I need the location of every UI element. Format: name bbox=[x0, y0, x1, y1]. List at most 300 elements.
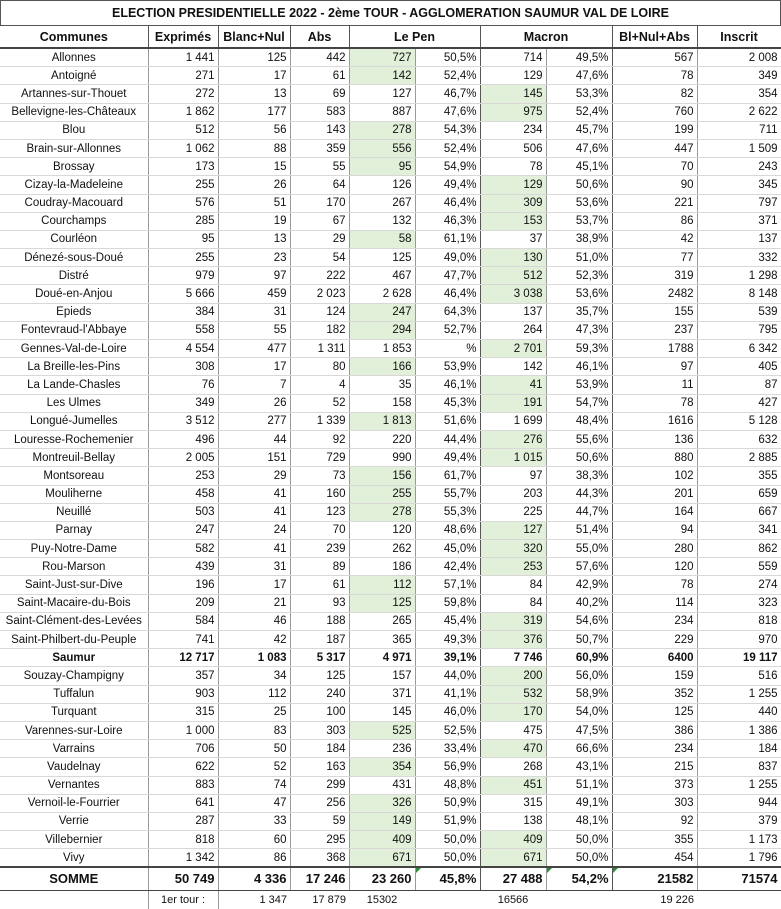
abs-cell: 73 bbox=[290, 467, 349, 485]
le-pen-votes-cell: 556 bbox=[349, 139, 415, 157]
le-pen-pct-cell: 54,3% bbox=[415, 121, 480, 139]
header-communes: Communes bbox=[0, 26, 148, 49]
table-row bbox=[0, 212, 781, 230]
le-pen-votes-cell: 142 bbox=[349, 67, 415, 85]
exprimes-cell: 503 bbox=[148, 503, 218, 521]
macron-pct-cell: 54,6% bbox=[546, 612, 612, 630]
commune-name: Tuffalun bbox=[0, 685, 148, 703]
commune-name: Artannes-sur-Thouet bbox=[0, 85, 148, 103]
blanc-nul-cell: 21 bbox=[218, 594, 290, 612]
le-pen-votes-cell: 127 bbox=[349, 85, 415, 103]
macron-votes-cell: 127 bbox=[480, 521, 546, 539]
blanc-nul-cell: 7 bbox=[218, 376, 290, 394]
commune-name: Brossay bbox=[0, 158, 148, 176]
inscrit-cell: 440 bbox=[697, 703, 781, 721]
commune-name: Montsoreau bbox=[0, 467, 148, 485]
commune-name: Courchamps bbox=[0, 212, 148, 230]
blanc-nul-cell: 151 bbox=[218, 449, 290, 467]
inscrit-cell: 274 bbox=[697, 576, 781, 594]
macron-votes-cell: 225 bbox=[480, 503, 546, 521]
inscrit-cell: 5 128 bbox=[697, 412, 781, 430]
abs-cell: 124 bbox=[290, 303, 349, 321]
blanc-nul-cell: 86 bbox=[218, 849, 290, 868]
le-pen-votes-cell: 58 bbox=[349, 230, 415, 248]
le-pen-pct-cell: % bbox=[415, 340, 480, 358]
commune-name: Allonnes bbox=[0, 48, 148, 67]
le-pen-pct-cell: 53,9% bbox=[415, 358, 480, 376]
le-pen-pct-cell: 45,0% bbox=[415, 540, 480, 558]
first-round-macron: 16566 bbox=[497, 894, 529, 907]
abs-cell: 295 bbox=[290, 831, 349, 849]
blanc-nul-cell: 26 bbox=[218, 394, 290, 412]
macron-pct-cell: 45,7% bbox=[546, 121, 612, 139]
total-exprimes: 50 749 bbox=[148, 867, 218, 891]
macron-votes-cell: 129 bbox=[480, 67, 546, 85]
table-row bbox=[0, 721, 781, 739]
header-abs: Abs bbox=[290, 26, 349, 49]
header-bl-nul-abs: Bl+Nul+Abs bbox=[612, 26, 697, 49]
exprimes-cell: 979 bbox=[148, 267, 218, 285]
le-pen-votes-cell: 365 bbox=[349, 631, 415, 649]
macron-votes-cell: 234 bbox=[480, 121, 546, 139]
commune-name: Saint-Philbert-du-Peuple bbox=[0, 631, 148, 649]
macron-votes-cell: 475 bbox=[480, 721, 546, 739]
abs-cell: 59 bbox=[290, 812, 349, 830]
le-pen-votes-cell: 125 bbox=[349, 594, 415, 612]
le-pen-votes-cell: 409 bbox=[349, 831, 415, 849]
table-row bbox=[0, 794, 781, 812]
table-row bbox=[0, 176, 781, 194]
bl-nul-abs-cell: 280 bbox=[612, 540, 697, 558]
le-pen-pct-cell: 48,6% bbox=[415, 521, 480, 539]
blanc-nul-cell: 60 bbox=[218, 831, 290, 849]
first-round-tail-blank bbox=[697, 891, 781, 909]
le-pen-pct-cell: 49,4% bbox=[415, 449, 480, 467]
macron-pct-cell: 53,6% bbox=[546, 194, 612, 212]
abs-cell: 52 bbox=[290, 394, 349, 412]
macron-votes-cell: 41 bbox=[480, 376, 546, 394]
le-pen-votes-cell: 265 bbox=[349, 612, 415, 630]
commune-name: Antoigné bbox=[0, 67, 148, 85]
exprimes-cell: 1 862 bbox=[148, 103, 218, 121]
macron-votes-cell: 276 bbox=[480, 430, 546, 448]
le-pen-votes-cell: 255 bbox=[349, 485, 415, 503]
bl-nul-abs-cell: 2482 bbox=[612, 285, 697, 303]
commune-name: Cizay-la-Madeleine bbox=[0, 176, 148, 194]
first-round-label: 1er tour : bbox=[148, 891, 218, 909]
abs-cell: 182 bbox=[290, 321, 349, 339]
exprimes-cell: 582 bbox=[148, 540, 218, 558]
exprimes-cell: 818 bbox=[148, 831, 218, 849]
exprimes-cell: 1 441 bbox=[148, 48, 218, 67]
header-blanc-nul: Blanc+Nul bbox=[218, 26, 290, 49]
total-blanc-nul: 4 336 bbox=[218, 867, 290, 891]
commune-name: Verrie bbox=[0, 812, 148, 830]
exprimes-cell: 903 bbox=[148, 685, 218, 703]
macron-votes-cell: 319 bbox=[480, 612, 546, 630]
abs-cell: 170 bbox=[290, 194, 349, 212]
table-row bbox=[0, 340, 781, 358]
macron-pct-cell: 44,3% bbox=[546, 485, 612, 503]
macron-pct-cell: 42,9% bbox=[546, 576, 612, 594]
macron-votes-cell: 97 bbox=[480, 467, 546, 485]
blanc-nul-cell: 13 bbox=[218, 85, 290, 103]
bl-nul-abs-cell: 1788 bbox=[612, 340, 697, 358]
table-row bbox=[0, 612, 781, 630]
le-pen-pct-cell: 55,7% bbox=[415, 485, 480, 503]
commune-name: Gennes-Val-de-Loire bbox=[0, 340, 148, 358]
exprimes-cell: 255 bbox=[148, 249, 218, 267]
inscrit-cell: 837 bbox=[697, 758, 781, 776]
exprimes-cell: 285 bbox=[148, 212, 218, 230]
le-pen-pct-cell: 64,3% bbox=[415, 303, 480, 321]
inscrit-cell: 355 bbox=[697, 467, 781, 485]
exprimes-cell: 95 bbox=[148, 230, 218, 248]
table-row bbox=[0, 412, 781, 430]
macron-votes-cell: 145 bbox=[480, 85, 546, 103]
exprimes-cell: 641 bbox=[148, 794, 218, 812]
bl-nul-abs-cell: 114 bbox=[612, 594, 697, 612]
inscrit-cell: 1 255 bbox=[697, 685, 781, 703]
exprimes-cell: 209 bbox=[148, 594, 218, 612]
le-pen-votes-cell: 887 bbox=[349, 103, 415, 121]
macron-votes-cell: 1 699 bbox=[480, 412, 546, 430]
exprimes-cell: 247 bbox=[148, 521, 218, 539]
abs-cell: 143 bbox=[290, 121, 349, 139]
exprimes-cell: 458 bbox=[148, 485, 218, 503]
commune-name: Fontevraud-l'Abbaye bbox=[0, 321, 148, 339]
bl-nul-abs-cell: 373 bbox=[612, 776, 697, 794]
abs-cell: 92 bbox=[290, 430, 349, 448]
bl-nul-abs-cell: 102 bbox=[612, 467, 697, 485]
bl-nul-abs-cell: 880 bbox=[612, 449, 697, 467]
bl-nul-abs-cell: 319 bbox=[612, 267, 697, 285]
macron-votes-cell: 203 bbox=[480, 485, 546, 503]
bl-nul-abs-cell: 78 bbox=[612, 394, 697, 412]
abs-cell: 239 bbox=[290, 540, 349, 558]
inscrit-cell: 184 bbox=[697, 740, 781, 758]
abs-cell: 55 bbox=[290, 158, 349, 176]
inscrit-cell: 379 bbox=[697, 812, 781, 830]
macron-votes-cell: 714 bbox=[480, 48, 546, 67]
le-pen-pct-cell: 52,7% bbox=[415, 321, 480, 339]
abs-cell: 100 bbox=[290, 703, 349, 721]
inscrit-cell: 243 bbox=[697, 158, 781, 176]
macron-votes-cell: 315 bbox=[480, 794, 546, 812]
exprimes-cell: 173 bbox=[148, 158, 218, 176]
table-row bbox=[0, 230, 781, 248]
blanc-nul-cell: 31 bbox=[218, 558, 290, 576]
blanc-nul-cell: 42 bbox=[218, 631, 290, 649]
inscrit-cell: 559 bbox=[697, 558, 781, 576]
le-pen-votes-cell: 247 bbox=[349, 303, 415, 321]
le-pen-votes-cell: 278 bbox=[349, 503, 415, 521]
abs-cell: 187 bbox=[290, 631, 349, 649]
abs-cell: 80 bbox=[290, 358, 349, 376]
inscrit-cell: 970 bbox=[697, 631, 781, 649]
macron-pct-cell: 54,7% bbox=[546, 394, 612, 412]
le-pen-pct-cell: 44,0% bbox=[415, 667, 480, 685]
exprimes-cell: 253 bbox=[148, 467, 218, 485]
table-row bbox=[0, 831, 781, 849]
first-round-inscrit: 19 226 bbox=[660, 894, 695, 907]
bl-nul-abs-cell: 447 bbox=[612, 139, 697, 157]
macron-pct-cell: 51,0% bbox=[546, 249, 612, 267]
le-pen-votes-cell: 95 bbox=[349, 158, 415, 176]
bl-nul-abs-cell: 221 bbox=[612, 194, 697, 212]
commune-name: Distré bbox=[0, 267, 148, 285]
exprimes-cell: 76 bbox=[148, 376, 218, 394]
le-pen-pct-cell: 46,1% bbox=[415, 376, 480, 394]
table-row bbox=[0, 394, 781, 412]
table-row bbox=[0, 685, 781, 703]
inscrit-cell: 818 bbox=[697, 612, 781, 630]
le-pen-votes-cell: 525 bbox=[349, 721, 415, 739]
commune-name: Villebernier bbox=[0, 831, 148, 849]
bl-nul-abs-cell: 136 bbox=[612, 430, 697, 448]
commune-name: Saumur bbox=[0, 649, 148, 667]
commune-name: La Breille-les-Pins bbox=[0, 358, 148, 376]
le-pen-pct-cell: 46,4% bbox=[415, 285, 480, 303]
exprimes-cell: 576 bbox=[148, 194, 218, 212]
exprimes-cell: 622 bbox=[148, 758, 218, 776]
inscrit-cell: 659 bbox=[697, 485, 781, 503]
exprimes-cell: 1 062 bbox=[148, 139, 218, 157]
macron-votes-cell: 78 bbox=[480, 158, 546, 176]
table-row bbox=[0, 558, 781, 576]
commune-name: Saint-Clément-des-Levées bbox=[0, 612, 148, 630]
blanc-nul-cell: 97 bbox=[218, 267, 290, 285]
abs-cell: 29 bbox=[290, 230, 349, 248]
abs-cell: 240 bbox=[290, 685, 349, 703]
le-pen-pct-cell: 50,5% bbox=[415, 48, 480, 67]
le-pen-pct-cell: 33,4% bbox=[415, 740, 480, 758]
exprimes-cell: 2 005 bbox=[148, 449, 218, 467]
commune-name: Brain-sur-Allonnes bbox=[0, 139, 148, 157]
exprimes-cell: 741 bbox=[148, 631, 218, 649]
blanc-nul-cell: 31 bbox=[218, 303, 290, 321]
total-le-pen-pct: 45,8% bbox=[415, 867, 480, 891]
macron-pct-cell: 57,6% bbox=[546, 558, 612, 576]
macron-pct-cell: 58,9% bbox=[546, 685, 612, 703]
macron-pct-cell: 54,0% bbox=[546, 703, 612, 721]
le-pen-pct-cell: 50,9% bbox=[415, 794, 480, 812]
macron-pct-cell: 47,3% bbox=[546, 321, 612, 339]
blanc-nul-cell: 459 bbox=[218, 285, 290, 303]
macron-pct-cell: 49,1% bbox=[546, 794, 612, 812]
abs-cell: 1 339 bbox=[290, 412, 349, 430]
abs-cell: 222 bbox=[290, 267, 349, 285]
abs-cell: 5 317 bbox=[290, 649, 349, 667]
first-round-blank bbox=[0, 891, 148, 909]
first-round-abs: 17 879 bbox=[312, 894, 346, 907]
inscrit-cell: 427 bbox=[697, 394, 781, 412]
le-pen-votes-cell: 220 bbox=[349, 430, 415, 448]
commune-name: Varrains bbox=[0, 740, 148, 758]
macron-votes-cell: 84 bbox=[480, 594, 546, 612]
le-pen-pct-cell: 46,7% bbox=[415, 85, 480, 103]
table-row bbox=[0, 703, 781, 721]
macron-pct-cell: 44,7% bbox=[546, 503, 612, 521]
abs-cell: 61 bbox=[290, 67, 349, 85]
blanc-nul-cell: 83 bbox=[218, 721, 290, 739]
table-row bbox=[0, 849, 781, 868]
inscrit-cell: 332 bbox=[697, 249, 781, 267]
total-abs: 17 246 bbox=[290, 867, 349, 891]
le-pen-votes-cell: 4 971 bbox=[349, 649, 415, 667]
inscrit-cell: 711 bbox=[697, 121, 781, 139]
macron-pct-cell: 47,6% bbox=[546, 139, 612, 157]
abs-cell: 163 bbox=[290, 758, 349, 776]
blanc-nul-cell: 33 bbox=[218, 812, 290, 830]
commune-name: Saint-Just-sur-Dive bbox=[0, 576, 148, 594]
exprimes-cell: 883 bbox=[148, 776, 218, 794]
commune-name: Courléon bbox=[0, 230, 148, 248]
table-row bbox=[0, 194, 781, 212]
macron-pct-cell: 38,9% bbox=[546, 230, 612, 248]
commune-name: Puy-Notre-Dame bbox=[0, 540, 148, 558]
table-row bbox=[0, 85, 781, 103]
le-pen-votes-cell: 156 bbox=[349, 467, 415, 485]
le-pen-pct-cell: 50,0% bbox=[415, 831, 480, 849]
macron-votes-cell: 451 bbox=[480, 776, 546, 794]
le-pen-pct-cell: 51,6% bbox=[415, 412, 480, 430]
commune-name: Varennes-sur-Loire bbox=[0, 721, 148, 739]
abs-cell: 299 bbox=[290, 776, 349, 794]
macron-pct-cell: 50,6% bbox=[546, 449, 612, 467]
le-pen-votes-cell: 326 bbox=[349, 794, 415, 812]
bl-nul-abs-cell: 164 bbox=[612, 503, 697, 521]
abs-cell: 4 bbox=[290, 376, 349, 394]
inscrit-cell: 341 bbox=[697, 521, 781, 539]
inscrit-cell: 516 bbox=[697, 667, 781, 685]
le-pen-votes-cell: 132 bbox=[349, 212, 415, 230]
le-pen-votes-cell: 126 bbox=[349, 176, 415, 194]
inscrit-cell: 8 148 bbox=[697, 285, 781, 303]
macron-pct-cell: 66,6% bbox=[546, 740, 612, 758]
commune-name: Parnay bbox=[0, 521, 148, 539]
le-pen-votes-cell: 157 bbox=[349, 667, 415, 685]
macron-pct-cell: 46,1% bbox=[546, 358, 612, 376]
exprimes-cell: 384 bbox=[148, 303, 218, 321]
macron-pct-cell: 51,1% bbox=[546, 776, 612, 794]
inscrit-cell: 795 bbox=[697, 321, 781, 339]
blanc-nul-cell: 34 bbox=[218, 667, 290, 685]
inscrit-cell: 405 bbox=[697, 358, 781, 376]
total-bl-nul-abs: 21582 bbox=[612, 867, 697, 891]
bl-nul-abs-cell: 86 bbox=[612, 212, 697, 230]
bl-nul-abs-cell: 125 bbox=[612, 703, 697, 721]
macron-votes-cell: 264 bbox=[480, 321, 546, 339]
blanc-nul-cell: 88 bbox=[218, 139, 290, 157]
commune-name: Dénezé-sous-Doué bbox=[0, 249, 148, 267]
inscrit-cell: 2 008 bbox=[697, 48, 781, 67]
total-row bbox=[0, 867, 781, 891]
commune-name: Vernoil-le-Fourrier bbox=[0, 794, 148, 812]
le-pen-pct-cell: 49,0% bbox=[415, 249, 480, 267]
abs-cell: 54 bbox=[290, 249, 349, 267]
bl-nul-abs-cell: 42 bbox=[612, 230, 697, 248]
macron-pct-cell: 47,6% bbox=[546, 67, 612, 85]
abs-cell: 256 bbox=[290, 794, 349, 812]
commune-name: Souzay-Champigny bbox=[0, 667, 148, 685]
macron-pct-cell: 53,7% bbox=[546, 212, 612, 230]
blanc-nul-cell: 41 bbox=[218, 503, 290, 521]
commune-name: Les Ulmes bbox=[0, 394, 148, 412]
exprimes-cell: 1 000 bbox=[148, 721, 218, 739]
blanc-nul-cell: 47 bbox=[218, 794, 290, 812]
first-round-le-pen-pct-blank bbox=[415, 891, 480, 909]
blanc-nul-cell: 19 bbox=[218, 212, 290, 230]
commune-name: Blou bbox=[0, 121, 148, 139]
first-round-blanc-nul: 1 347 bbox=[259, 894, 287, 907]
macron-votes-cell: 253 bbox=[480, 558, 546, 576]
macron-votes-cell: 506 bbox=[480, 139, 546, 157]
blanc-nul-cell: 17 bbox=[218, 576, 290, 594]
inscrit-cell: 19 117 bbox=[697, 649, 781, 667]
header-row bbox=[0, 26, 781, 49]
macron-pct-cell: 40,2% bbox=[546, 594, 612, 612]
macron-pct-cell: 47,5% bbox=[546, 721, 612, 739]
table-row bbox=[0, 376, 781, 394]
macron-pct-cell: 55,0% bbox=[546, 540, 612, 558]
le-pen-votes-cell: 166 bbox=[349, 358, 415, 376]
bl-nul-abs-cell: 303 bbox=[612, 794, 697, 812]
exprimes-cell: 315 bbox=[148, 703, 218, 721]
inscrit-cell: 862 bbox=[697, 540, 781, 558]
bl-nul-abs-cell: 78 bbox=[612, 576, 697, 594]
table-row bbox=[0, 485, 781, 503]
header-macron: Macron bbox=[480, 26, 612, 49]
le-pen-pct-cell: 52,4% bbox=[415, 139, 480, 157]
exprimes-cell: 12 717 bbox=[148, 649, 218, 667]
table-row bbox=[0, 594, 781, 612]
le-pen-votes-cell: 236 bbox=[349, 740, 415, 758]
le-pen-votes-cell: 467 bbox=[349, 267, 415, 285]
blanc-nul-cell: 29 bbox=[218, 467, 290, 485]
blanc-nul-cell: 50 bbox=[218, 740, 290, 758]
first-round-row bbox=[0, 891, 781, 909]
commune-name: Vivy bbox=[0, 849, 148, 868]
le-pen-votes-cell: 120 bbox=[349, 521, 415, 539]
bl-nul-abs-cell: 94 bbox=[612, 521, 697, 539]
macron-votes-cell: 409 bbox=[480, 831, 546, 849]
abs-cell: 69 bbox=[290, 85, 349, 103]
bl-nul-abs-cell: 159 bbox=[612, 667, 697, 685]
abs-cell: 64 bbox=[290, 176, 349, 194]
commune-name: Rou-Marson bbox=[0, 558, 148, 576]
abs-cell: 1 311 bbox=[290, 340, 349, 358]
blanc-nul-cell: 15 bbox=[218, 158, 290, 176]
header-inscrit: Inscrit bbox=[697, 26, 781, 49]
macron-votes-cell: 3 038 bbox=[480, 285, 546, 303]
table-row bbox=[0, 758, 781, 776]
exprimes-cell: 272 bbox=[148, 85, 218, 103]
macron-votes-cell: 320 bbox=[480, 540, 546, 558]
table-row bbox=[0, 631, 781, 649]
exprimes-cell: 5 666 bbox=[148, 285, 218, 303]
table-row bbox=[0, 267, 781, 285]
macron-pct-cell: 50,7% bbox=[546, 631, 612, 649]
macron-votes-cell: 309 bbox=[480, 194, 546, 212]
exprimes-cell: 255 bbox=[148, 176, 218, 194]
le-pen-pct-cell: 52,4% bbox=[415, 67, 480, 85]
le-pen-votes-cell: 149 bbox=[349, 812, 415, 830]
inscrit-cell: 349 bbox=[697, 67, 781, 85]
exprimes-cell: 4 554 bbox=[148, 340, 218, 358]
macron-votes-cell: 532 bbox=[480, 685, 546, 703]
inscrit-cell: 1 298 bbox=[697, 267, 781, 285]
